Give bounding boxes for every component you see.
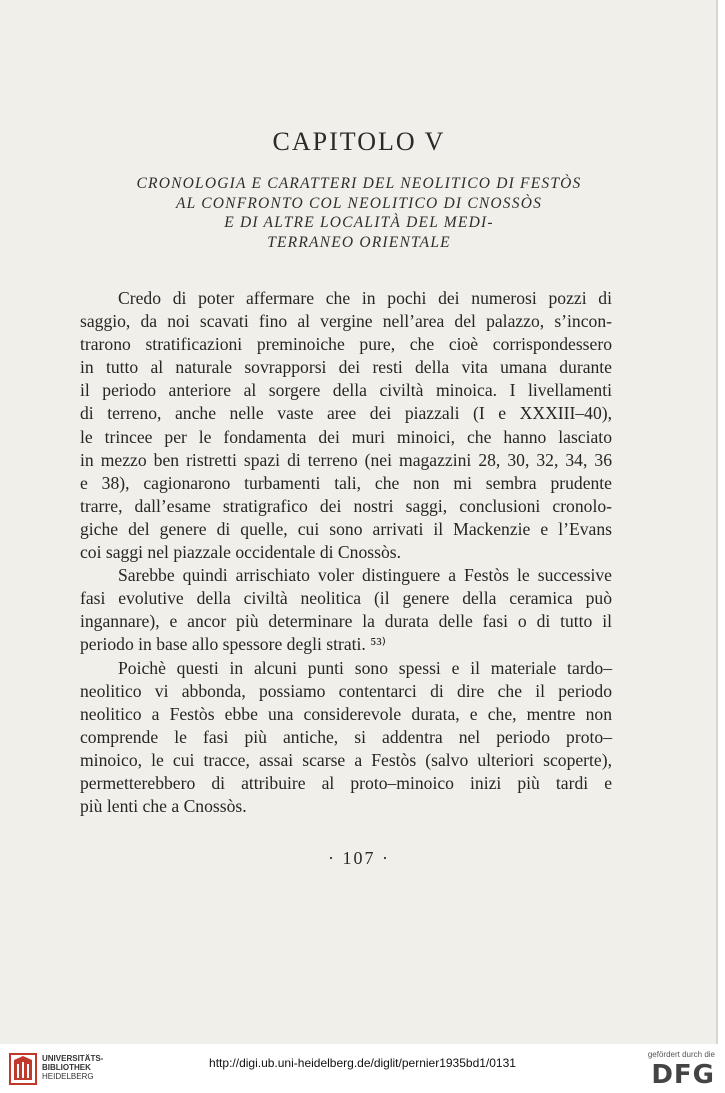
- text-line: più lenti che a Cnossòs.: [80, 796, 247, 817]
- text-line: le trincee per le fondamenta dei muri minoici, che hanno lasciato: [80, 426, 612, 447]
- chapter-title: CAPITOLO V: [272, 127, 446, 156]
- text-line: trarre, dall’esame stratigrafico dei nostri saggi, conclusioni cronolo-: [80, 495, 612, 516]
- subtitle-line: TERRANEO ORIENTALE: [267, 233, 451, 251]
- text-line: minoico, le cui tracce, assai scarse a Festòs (salvo ulteriori scoperte),: [80, 749, 612, 770]
- library-name-line: UNIVERSITÄTS-: [42, 1054, 104, 1063]
- library-name-line: HEIDELBERG: [42, 1072, 94, 1081]
- text-line: di terreno, anche nelle vaste aree dei piazzali (I e XXXIII–40),: [80, 403, 612, 424]
- dfg-logo[interactable]: DFG: [651, 1060, 715, 1090]
- page-number: · 107 ·: [328, 848, 390, 868]
- text-line: coi saggi nel piazzale occidentale di Cnossòs.: [80, 542, 401, 563]
- text-line: Credo di poter affermare che in pochi dei numerosi pozzi di: [118, 288, 612, 308]
- funding-note: gefördert durch die: [647, 1050, 715, 1059]
- source-url-link[interactable]: http://digi.ub.uni-heidelberg.de/diglit/pernier1935bd1/0131: [209, 1056, 516, 1070]
- chapter-subtitle: [0, 174, 718, 252]
- text-line: neolitico a Festòs ebbe una considerevole durata, e che, mentre non: [80, 703, 612, 724]
- text-line: comprende le fasi più antiche, si addentra nel periodo proto–: [80, 726, 612, 747]
- text-line: e 38), cagionarono turbamenti tali, che non mi sembra prudente: [80, 472, 612, 493]
- subtitle-line: AL CONFRONTO COL NEOLITICO DI CNOSSÒS: [175, 194, 543, 212]
- text-line: giche del genere di quelle, cui sono arrivati il Mackenzie e l’Evans: [80, 518, 612, 539]
- subtitle-line: CRONOLOGIA E CARATTERI DEL NEOLITICO DI FESTÒS: [136, 175, 582, 192]
- text-line: saggio, da noi scavati fino al vergine nell’area del palazzo, s’incon-: [80, 311, 612, 332]
- text-line: permetterebbero di attribuire al proto–minoico inizi più tardi e: [80, 772, 612, 793]
- subtitle-line: E DI ALTRE LOCALITÀ DEL MEDI-: [224, 214, 494, 231]
- body-text: [80, 287, 612, 818]
- text-line: periodo in base allo spessore degli strati. ⁵³⁾: [80, 634, 386, 655]
- text-line: Sarebbe quindi arrischiato voler distinguere a Festòs le successive: [118, 565, 612, 586]
- text-line: in mezzo ben ristretti spazi di terreno (nei magazzini 28, 30, 32, 34, 36: [80, 449, 612, 470]
- text-line: neolitico vi abbonda, possiamo contentarci di dire che il periodo: [80, 680, 612, 701]
- text-line: il periodo anteriore al sorgere della civiltà minoica. I livellamenti: [80, 380, 612, 401]
- text-line: ingannare), e ancor più determinare la durata delle fasi o di tutto il: [80, 611, 612, 632]
- text-line: fasi evolutive della civiltà neolitica (il genere della ceramica può: [80, 588, 612, 609]
- text-line: in tutto al naturale sovrapporsi dei resti della vita umana durante: [80, 357, 612, 378]
- text-line: trarono stratificazioni preminoiche pure, che cioè corrispondessero: [80, 334, 612, 355]
- library-name-line: BIBLIOTHEK: [42, 1063, 91, 1072]
- text-line: Poichè questi in alcuni punti sono spessi e il materiale tardo–: [118, 657, 612, 678]
